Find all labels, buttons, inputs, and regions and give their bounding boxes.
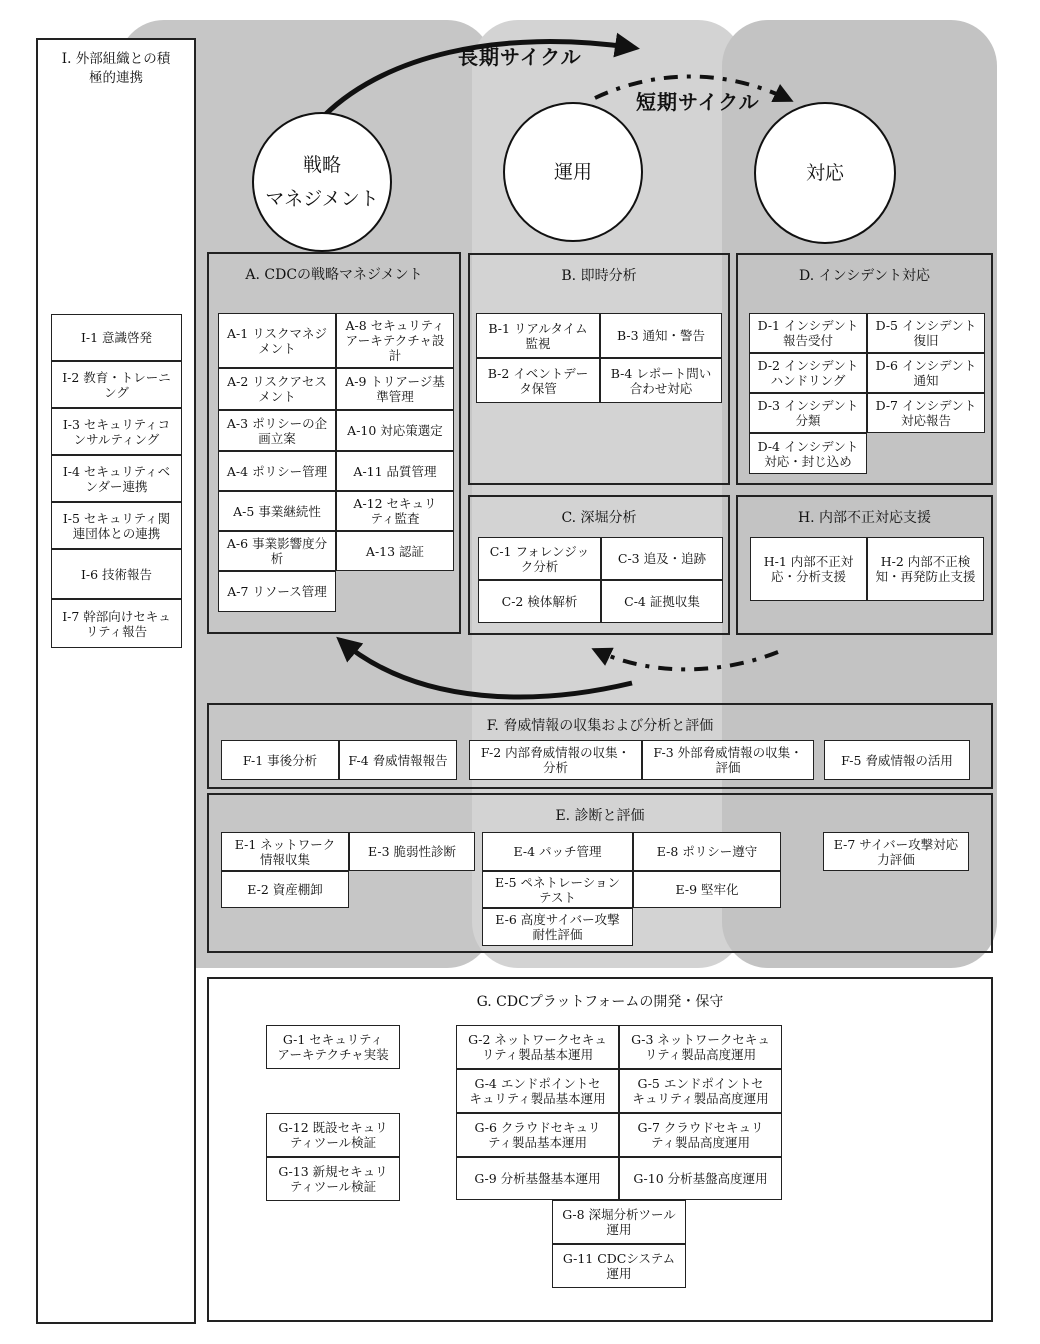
panel-b-title: B. 即時分析	[561, 268, 637, 284]
item-i-5: I-5 セキュリティ関 連団体との連携	[51, 502, 182, 549]
item-i-6: I-6 技術報告	[51, 549, 182, 599]
item-g-12: G-12 既設セキュリ ティツール検証	[266, 1113, 400, 1157]
item-e-7: E-7 サイバー攻撃対応 力評価	[823, 832, 969, 871]
circle-strategy: 戦略 マネジメント	[252, 112, 392, 252]
item-d-5: D-5 インシデント 復旧	[867, 313, 985, 353]
item-h-2: H-2 内部不正検 知・再発防止支援	[867, 537, 984, 601]
circle-operation: 運用	[503, 102, 643, 242]
panel-external-collaboration	[36, 38, 196, 1324]
item-f-2: F-2 内部脅威情報の収集・ 分析	[469, 740, 642, 780]
panel-f-title: F. 脅威情報の収集および分析と評価	[486, 718, 714, 734]
item-d-4: D-4 インシデント 対応・封じ込め	[749, 433, 867, 474]
item-b-3: B-3 通知・警告	[600, 313, 722, 358]
item-b-2: B-2 イベントデー タ保管	[476, 358, 600, 403]
item-g-7: G-7 クラウドセキュリ ティ製品高度運用	[619, 1113, 782, 1157]
item-i-1: I-1 意識啓発	[51, 314, 182, 361]
item-a-3: A-3 ポリシーの企 画立案	[218, 410, 336, 451]
item-a-1: A-1 リスクマネジ メント	[218, 313, 336, 368]
item-a-12: A-12 セキュリ ティ監査	[336, 491, 454, 531]
item-c-3: C-3 追及・追跡	[601, 537, 723, 580]
item-a-11: A-11 品質管理	[336, 451, 454, 491]
item-g-13: G-13 新規セキュリ ティツール検証	[266, 1157, 400, 1201]
panel-h-title: H. 内部不正対応支援	[797, 510, 932, 526]
item-b-1: B-1 リアルタイム 監視	[476, 313, 600, 358]
item-g-3: G-3 ネットワークセキュ リティ製品高度運用	[619, 1025, 782, 1069]
panel-d-title: D. インシデント対応	[799, 268, 930, 284]
item-g-2: G-2 ネットワークセキュ リティ製品基本運用	[456, 1025, 619, 1069]
item-h-1: H-1 内部不正対 応・分析支援	[750, 537, 867, 601]
item-f-4: F-4 脅威情報報告	[339, 740, 457, 780]
item-i-2: I-2 教育・トレーニ ング	[51, 361, 182, 408]
item-e-6: E-6 高度サイバー攻撃 耐性評価	[482, 908, 633, 946]
item-e-3: E-3 脆弱性診断	[349, 832, 475, 871]
item-a-5: A-5 事業継続性	[218, 491, 336, 531]
panel-e-title: E. 診断と評価	[555, 808, 645, 824]
item-i-4: I-4 セキュリティベ ンダー連携	[51, 455, 182, 502]
item-g-4: G-4 エンドポイントセ キュリティ製品基本運用	[456, 1069, 619, 1113]
item-d-3: D-3 インシデント 分類	[749, 393, 867, 433]
item-g-9: G-9 分析基盤基本運用	[456, 1157, 619, 1200]
item-e-9: E-9 堅牢化	[633, 871, 781, 908]
item-a-13: A-13 認証	[336, 531, 454, 571]
panel-i-title: I. 外部組織との積 極的連携	[61, 51, 171, 86]
short-cycle-arrow-bottom	[595, 650, 778, 669]
item-e-1: E-1 ネットワーク 情報収集	[221, 832, 349, 871]
item-i-3: I-3 セキュリティコ ンサルティング	[51, 408, 182, 455]
item-g-1: G-1 セキュリティ アーキテクチャ実装	[266, 1025, 400, 1069]
item-g-5: G-5 エンドポイントセ キュリティ製品高度運用	[619, 1069, 782, 1113]
long-cycle-label: 長期サイクル	[458, 45, 582, 69]
item-a-8: A-8 セキュリティ アーキテクチャ設 計	[336, 313, 454, 368]
item-d-2: D-2 インシデント ハンドリング	[749, 353, 867, 393]
item-d-1: D-1 インシデント 報告受付	[749, 313, 867, 353]
long-cycle-arrow-bottom	[340, 640, 632, 697]
panel-a-title: A. CDCの戦略マネジメント	[245, 267, 423, 283]
item-f-5: F-5 脅威情報の活用	[824, 740, 970, 780]
item-a-7: A-7 リソース管理	[218, 571, 336, 612]
item-d-6: D-6 インシデント 通知	[867, 353, 985, 393]
item-b-4: B-4 レポート問い 合わせ対応	[600, 358, 722, 403]
panel-c-title: C. 深堀分析	[561, 510, 637, 526]
item-g-8: G-8 深堀分析ツール 運用	[552, 1200, 686, 1244]
item-i-7: I-7 幹部向けセキュ リティ報告	[51, 599, 182, 648]
item-a-10: A-10 対応策選定	[336, 410, 454, 451]
item-c-1: C-1 フォレンジッ ク分析	[478, 537, 601, 580]
item-e-2: E-2 資産棚卸	[221, 871, 349, 908]
item-f-1: F-1 事後分析	[221, 740, 339, 780]
item-a-4: A-4 ポリシー管理	[218, 451, 336, 491]
item-a-2: A-2 リスクアセス メント	[218, 368, 336, 410]
short-cycle-label: 短期サイクル	[636, 90, 760, 114]
circle-response: 対応	[754, 102, 896, 244]
item-a-9: A-9 トリアージ基 準管理	[336, 368, 454, 410]
item-a-6: A-6 事業影響度分 析	[218, 531, 336, 571]
item-g-10: G-10 分析基盤高度運用	[619, 1157, 782, 1200]
item-f-3: F-3 外部脅威情報の収集・ 評価	[642, 740, 814, 780]
panel-g-title: G. CDCプラットフォームの開発・保守	[476, 994, 724, 1010]
item-g-6: G-6 クラウドセキュリ ティ製品基本運用	[456, 1113, 619, 1157]
item-c-2: C-2 検体解析	[478, 580, 601, 623]
item-d-7: D-7 インシデント 対応報告	[867, 393, 985, 433]
item-e-5: E-5 ペネトレーション テスト	[482, 871, 633, 908]
item-e-8: E-8 ポリシー遵守	[633, 832, 781, 871]
item-g-11: G-11 CDCシステム 運用	[552, 1244, 686, 1288]
item-e-4: E-4 パッチ管理	[482, 832, 633, 871]
item-c-4: C-4 証拠収集	[601, 580, 723, 623]
